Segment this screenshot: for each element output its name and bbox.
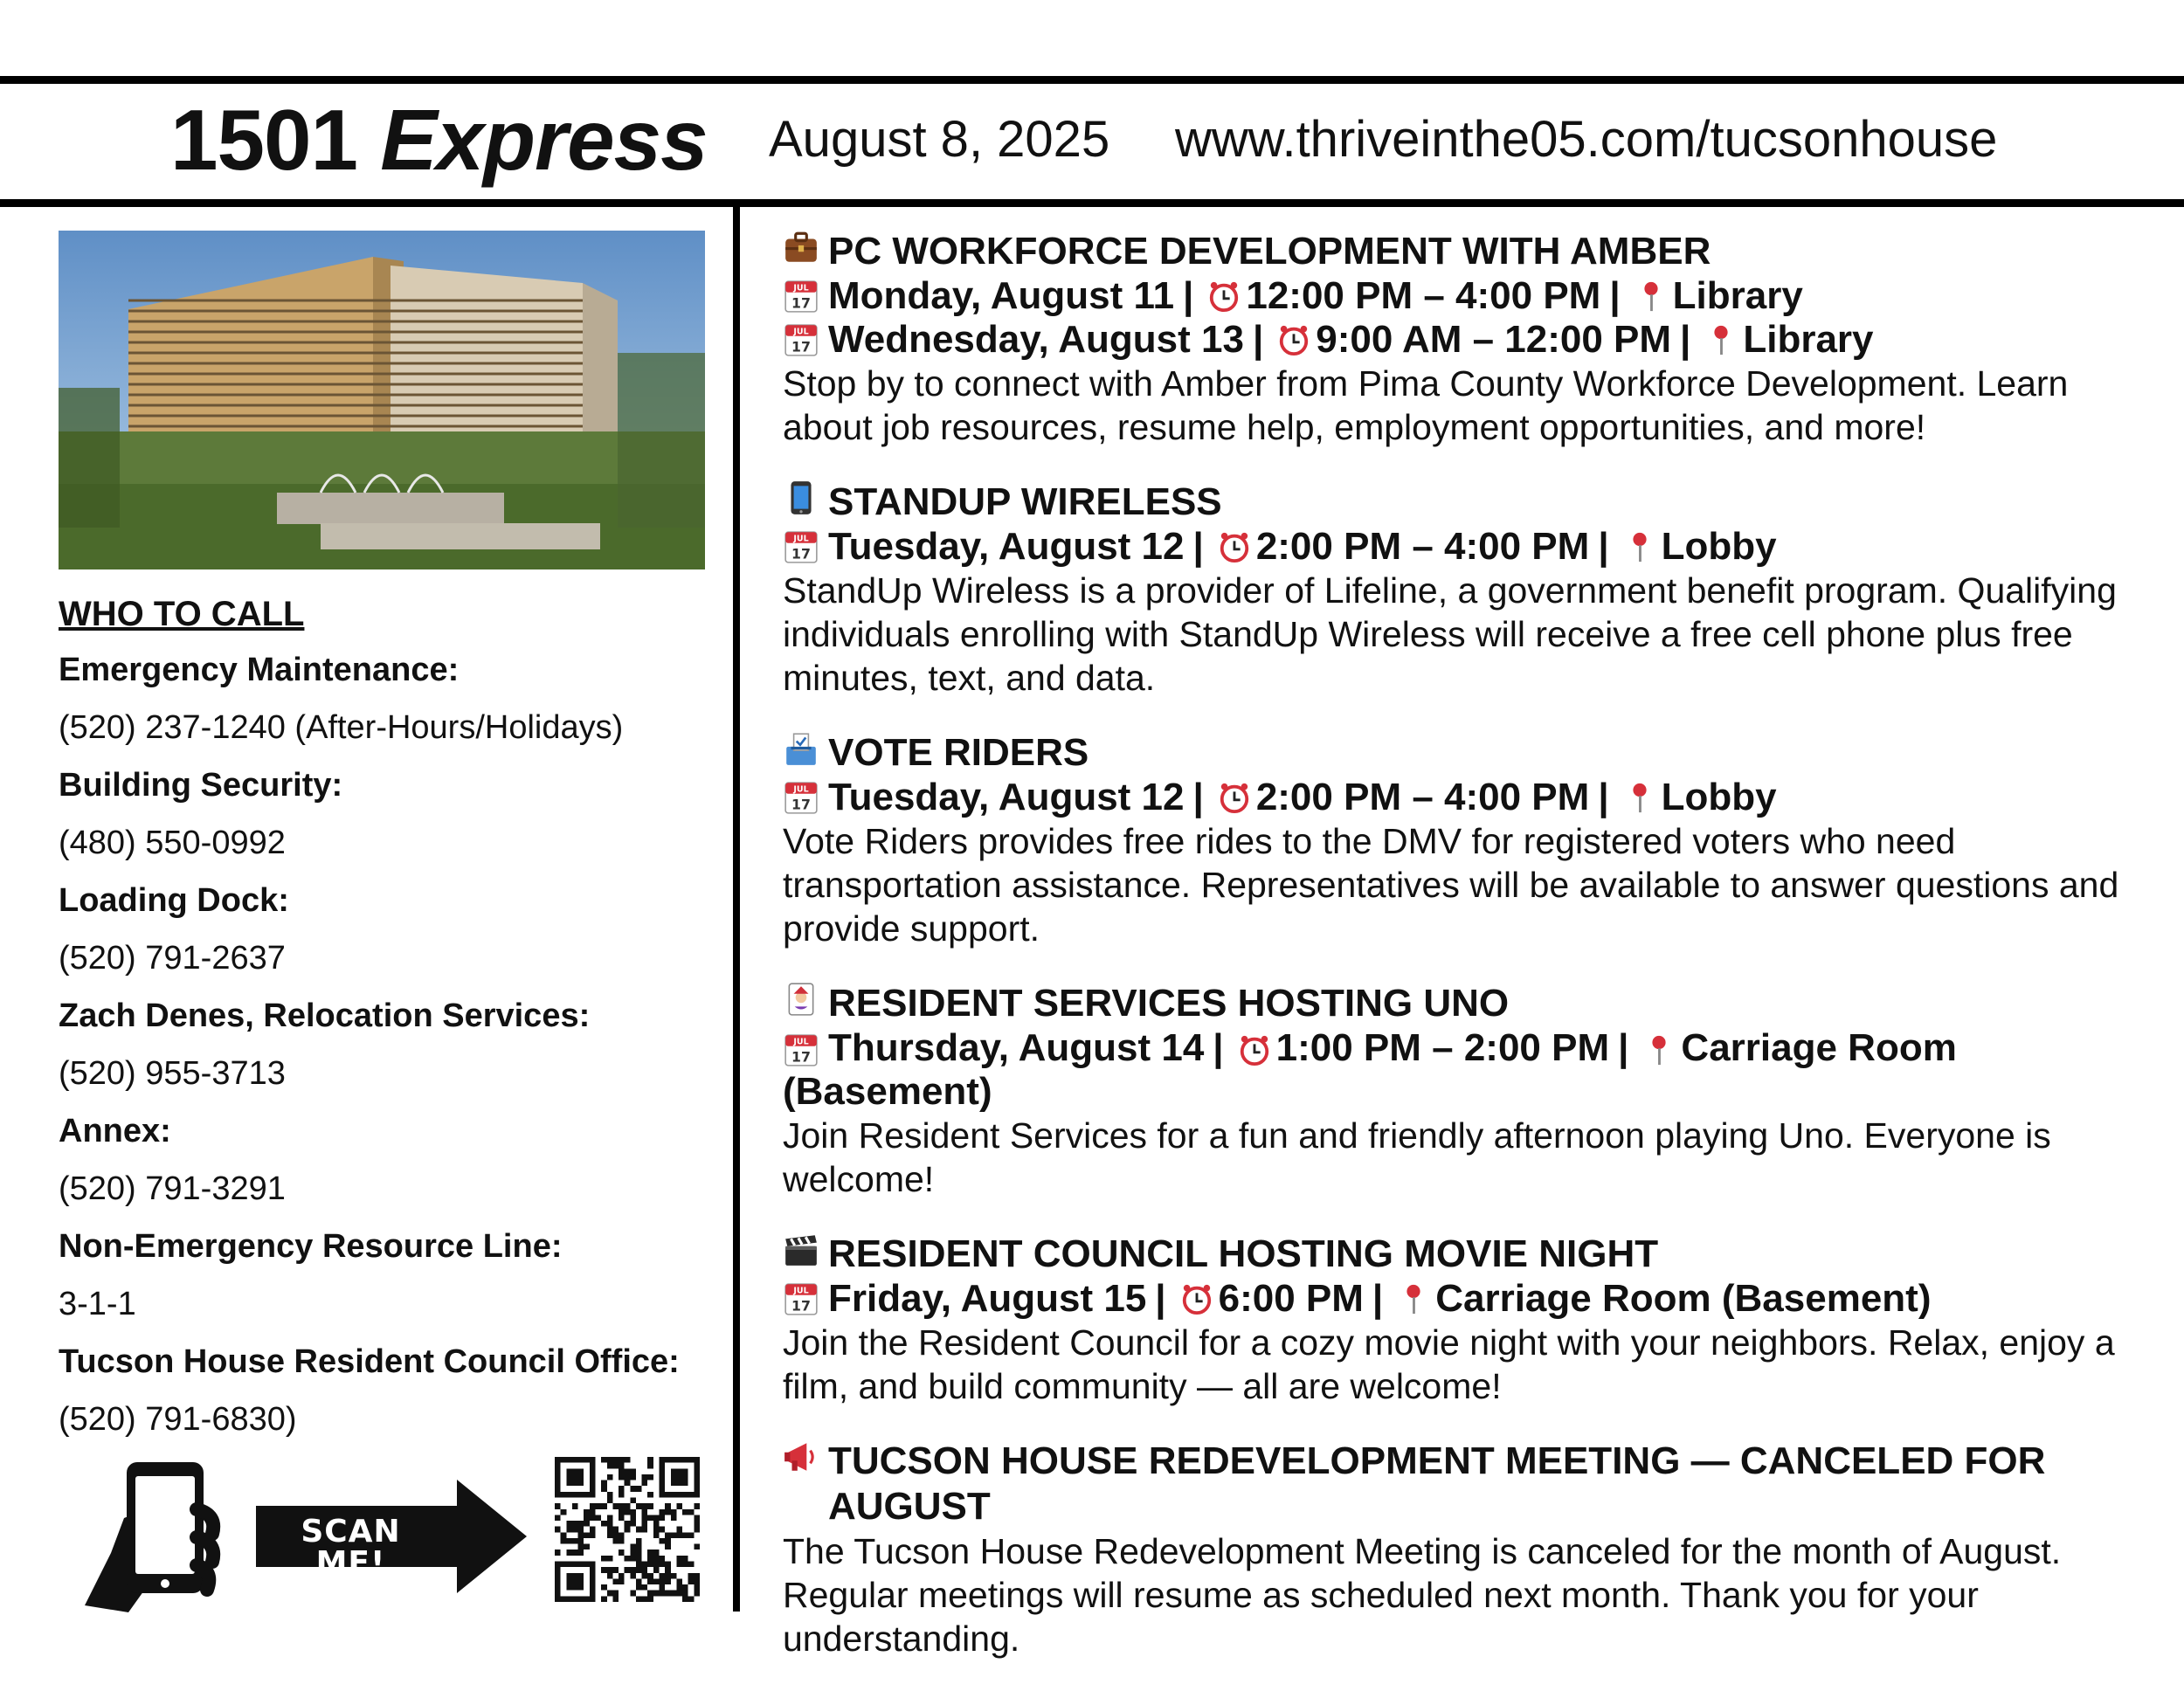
- pin-icon: [1704, 323, 1738, 356]
- calendar-icon: [783, 321, 819, 358]
- event-session: [783, 274, 2146, 318]
- alarm-clock-icon: [1218, 530, 1251, 563]
- event-title-row: [783, 730, 2146, 776]
- svg-text:17: 17: [791, 1297, 811, 1315]
- event-day: Monday, August 11: [828, 274, 1175, 317]
- event-item: [783, 981, 2146, 1201]
- pin-icon: [1623, 530, 1656, 563]
- event-location: Library: [1672, 274, 1803, 317]
- contact-phone[interactable]: (480) 550-0992: [59, 825, 286, 861]
- event-location: Library: [1743, 318, 1874, 361]
- pin-icon: [1623, 781, 1656, 814]
- event-item: [783, 480, 2146, 700]
- scan-me-section: [76, 1457, 705, 1614]
- event-title-row: [783, 229, 2146, 274]
- contact-phone[interactable]: (520) 791-3291: [59, 1170, 286, 1207]
- calendar-icon: [783, 779, 819, 816]
- svg-text:17: 17: [791, 294, 811, 312]
- event-day: Thursday, August 14: [828, 1026, 1205, 1069]
- title-number: 1501: [170, 92, 358, 188]
- svg-text:JUL: JUL: [793, 1286, 809, 1296]
- separator: |: [1618, 1026, 1629, 1069]
- svg-text:JUL: JUL: [793, 283, 809, 293]
- contact-label: Building Security:: [59, 767, 343, 804]
- svg-text:JUL: JUL: [793, 784, 809, 795]
- contact-label: Non-Emergency Resource Line:: [59, 1228, 563, 1265]
- event-session: [783, 318, 2146, 362]
- event-title: RESIDENT SERVICES HOSTING UNO: [828, 982, 1510, 1025]
- mobile-phone-icon: [783, 480, 819, 516]
- calendar-icon: [783, 528, 819, 565]
- header-rule: [0, 199, 2184, 207]
- svg-text:17: 17: [791, 545, 811, 563]
- joker-card-icon: [783, 981, 819, 1018]
- issue-date: August 8, 2025: [769, 111, 1110, 168]
- contact-label: Emergency Maintenance:: [59, 652, 460, 688]
- svg-text:17: 17: [791, 1049, 811, 1066]
- event-description: StandUp Wireless is a provider of Lifeline, a government benefit program. Qualifying individuals enrolling with StandUp Wireless will receive a free cell phone plus free minutes, text, and data.: [783, 570, 2117, 698]
- svg-text:JUL: JUL: [793, 534, 809, 544]
- separator: |: [1183, 274, 1194, 317]
- event-description: Vote Riders provides free rides to the DMV for registered voters who need transportation assistance. Representatives will be available to answer questions and provide support.: [783, 821, 2119, 949]
- pin-icon: [1397, 1282, 1430, 1315]
- pin-icon: [1635, 280, 1668, 313]
- svg-text:JUL: JUL: [793, 327, 809, 337]
- separator: |: [1598, 525, 1609, 568]
- contact-phone[interactable]: (520) 955-3713: [59, 1055, 286, 1092]
- scan-me-label: SCAN ME!: [301, 1514, 401, 1581]
- event-session: [783, 776, 2146, 819]
- event-item: [783, 1232, 2146, 1408]
- calendar-icon: [783, 278, 819, 314]
- contact-label: Loading Dock:: [59, 882, 289, 919]
- contact-entry: [59, 987, 705, 1102]
- event-item: [783, 1439, 2146, 1660]
- contact-phone[interactable]: (520) 791-6830): [59, 1401, 297, 1438]
- sidebar: [59, 231, 705, 1448]
- separator: |: [1213, 1026, 1224, 1069]
- alarm-clock-icon: [1180, 1282, 1213, 1315]
- website-link[interactable]: www.thriveinthe05.com/tucsonhouse: [1175, 111, 1998, 168]
- event-title: RESIDENT COUNCIL HOSTING MOVIE NIGHT: [828, 1232, 1659, 1275]
- contact-entry: [59, 872, 705, 987]
- contact-phone[interactable]: (520) 791-2637: [59, 940, 286, 977]
- who-to-call-title: WHO TO CALL: [59, 595, 305, 633]
- event-time: 1:00 PM – 2:00 PM: [1275, 1026, 1610, 1069]
- separator: |: [1155, 1277, 1166, 1320]
- newsletter-title: [170, 92, 708, 188]
- separator: |: [1192, 776, 1204, 818]
- calendar-icon: [783, 1280, 819, 1317]
- separator: |: [1609, 274, 1621, 317]
- contact-entry: [59, 1333, 705, 1448]
- svg-text:17: 17: [791, 338, 811, 355]
- event-item: [783, 730, 2146, 950]
- contact-list: [59, 641, 705, 1448]
- event-title-row: [783, 1232, 2146, 1277]
- column-divider: [733, 207, 740, 1612]
- alarm-clock-icon: [1207, 280, 1241, 313]
- ballot-box-icon: [783, 730, 819, 767]
- event-day: Wednesday, August 13: [828, 318, 1244, 361]
- event-title: PC WORKFORCE DEVELOPMENT WITH AMBER: [828, 230, 1711, 273]
- contact-label: Tucson House Resident Council Office:: [59, 1343, 680, 1380]
- contact-entry: [59, 641, 705, 756]
- contact-entry: [59, 1218, 705, 1333]
- contact-phone[interactable]: 3-1-1: [59, 1286, 136, 1322]
- event-location: Lobby: [1661, 525, 1777, 568]
- separator: |: [1252, 318, 1264, 361]
- contact-entry: [59, 756, 705, 872]
- event-location: Carriage Room (Basement): [783, 1026, 1957, 1113]
- contact-label: Annex:: [59, 1113, 171, 1149]
- event-session: [783, 1277, 2146, 1321]
- event-location: Carriage Room (Basement): [1435, 1277, 1932, 1320]
- clapperboard-icon: [783, 1232, 819, 1268]
- event-description: Join Resident Services for a fun and friendly afternoon playing Uno. Everyone is welcome!: [783, 1115, 2051, 1199]
- event-title-row: [783, 480, 2146, 525]
- event-session: [783, 525, 2146, 569]
- event-time: 12:00 PM – 4:00 PM: [1246, 274, 1601, 317]
- event-title: VOTE RIDERS: [828, 731, 1089, 774]
- briefcase-icon: [783, 229, 819, 266]
- alarm-clock-icon: [1218, 781, 1251, 814]
- event-time: 9:00 AM – 12:00 PM: [1316, 318, 1672, 361]
- events-column: [783, 229, 2146, 1691]
- calendar-icon: [783, 1032, 819, 1068]
- svg-text:17: 17: [791, 796, 811, 813]
- alarm-clock-icon: [1277, 323, 1310, 356]
- event-title-row: [783, 1439, 2146, 1529]
- megaphone-icon: [783, 1439, 819, 1475]
- phone-in-hand-icon: [76, 1457, 225, 1614]
- alarm-clock-icon: [1238, 1033, 1271, 1066]
- svg-text:JUL: JUL: [793, 1038, 809, 1048]
- event-time: 2:00 PM – 4:00 PM: [1255, 776, 1590, 818]
- event-session: [783, 1026, 2146, 1114]
- event-description: Stop by to connect with Amber from Pima County Workforce Development. Learn about job resources, resume help, employment opportunities, and more!: [783, 363, 2069, 447]
- event-day: Tuesday, August 12: [828, 776, 1185, 818]
- top-rule: [0, 76, 2184, 84]
- qr-code[interactable]: [555, 1457, 700, 1602]
- separator: |: [1680, 318, 1691, 361]
- event-time: 6:00 PM: [1218, 1277, 1364, 1320]
- event-item: [783, 229, 2146, 449]
- event-title: TUCSON HOUSE REDEVELOPMENT MEETING — CANCELED FOR AUGUST: [828, 1439, 2046, 1528]
- event-title-row: [783, 981, 2146, 1026]
- contact-label: Zach Denes, Relocation Services:: [59, 997, 591, 1034]
- event-day: Tuesday, August 12: [828, 525, 1185, 568]
- separator: |: [1192, 525, 1204, 568]
- separator: |: [1598, 776, 1609, 818]
- separator: |: [1372, 1277, 1384, 1320]
- event-description: Join the Resident Council for a cozy movie night with your neighbors. Relax, enjoy a film, and build community — all are welcome!: [783, 1322, 2115, 1406]
- event-description: The Tucson House Redevelopment Meeting is canceled for the month of August. Regular meetings will resume as scheduled next month. Thank you for your understanding.: [783, 1531, 2062, 1659]
- contact-phone[interactable]: (520) 237-1240 (After-Hours/Holidays): [59, 709, 624, 746]
- title-word: Express: [380, 92, 708, 188]
- pin-icon: [1642, 1033, 1676, 1066]
- header: [0, 85, 2184, 199]
- event-title: STANDUP WIRELESS: [828, 480, 1222, 523]
- event-day: Friday, August 15: [828, 1277, 1147, 1320]
- building-photo: [59, 231, 705, 569]
- event-location: Lobby: [1661, 776, 1777, 818]
- event-time: 2:00 PM – 4:00 PM: [1255, 525, 1590, 568]
- contact-entry: [59, 1102, 705, 1218]
